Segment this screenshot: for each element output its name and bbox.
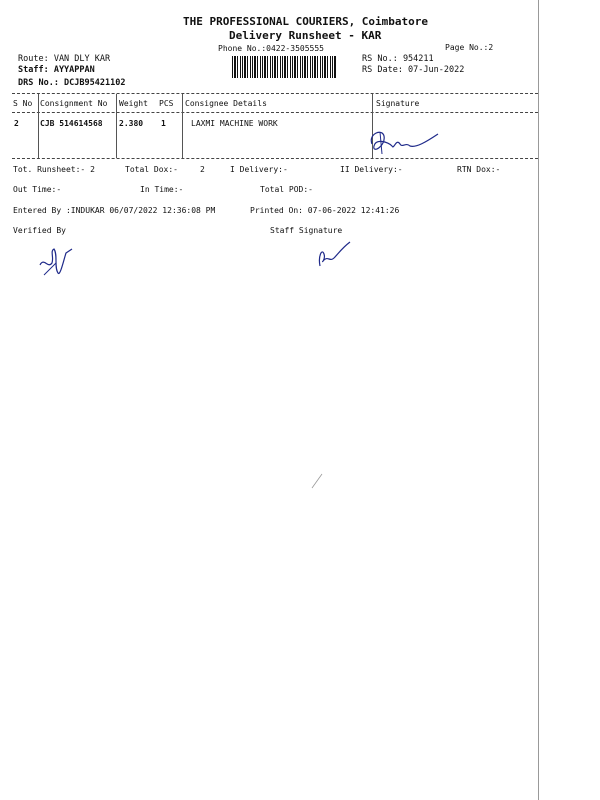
total-dox-value: 2 bbox=[200, 165, 205, 174]
stray-mark bbox=[308, 470, 328, 490]
route-label: Route: VAN DLY KAR bbox=[18, 54, 111, 64]
staff-signature bbox=[314, 238, 354, 270]
cell-consignment: CJB 514614568 bbox=[40, 119, 103, 128]
runsheet-title: Delivery Runsheet - KAR bbox=[229, 29, 382, 42]
staff-label: Staff: AYYAPPAN bbox=[18, 65, 95, 75]
in-time: In Time:- bbox=[140, 185, 184, 194]
phone-number: Phone No.:0422-3505555 bbox=[218, 44, 324, 53]
cell-consignee: LAXMI MACHINE WORK bbox=[191, 119, 278, 128]
tot-runsheet: Tot. Runsheet:- 2 bbox=[13, 165, 95, 174]
col-header-sno: S No bbox=[13, 99, 33, 108]
entered-by: Entered By :INDUKAR 06/07/2022 12:36:08 PM bbox=[13, 206, 216, 215]
verifier-signature bbox=[36, 245, 80, 281]
table-bottom-border bbox=[12, 158, 538, 159]
table-top-border bbox=[12, 93, 538, 94]
cell-pcs: 1 bbox=[161, 119, 166, 128]
col-header-consignment: Consignment No bbox=[40, 99, 108, 108]
page-edge-line bbox=[538, 0, 539, 800]
col-divider bbox=[38, 94, 39, 158]
drs-number: DRS No.: DCJB95421102 bbox=[18, 78, 126, 88]
total-dox-label: Total Dox:- bbox=[125, 165, 178, 174]
cell-sno: 2 bbox=[14, 119, 19, 128]
company-name: THE PROFESSIONAL COURIERS, Coimbatore bbox=[183, 15, 429, 28]
col-divider bbox=[116, 94, 117, 158]
rtn-dox: RTN Dox:- bbox=[457, 165, 501, 174]
barcode bbox=[232, 56, 336, 78]
out-time: Out Time:- bbox=[13, 185, 62, 194]
staff-signature-label: Staff Signature bbox=[270, 226, 343, 235]
total-pod: Total POD:- bbox=[260, 185, 313, 194]
ii-delivery: II Delivery:- bbox=[340, 165, 403, 174]
cell-weight: 2.380 bbox=[119, 119, 144, 128]
printed-on: Printed On: 07-06-2022 12:41:26 bbox=[250, 206, 400, 215]
col-divider bbox=[182, 94, 183, 158]
rs-number: RS No.: 954211 bbox=[362, 54, 434, 64]
col-header-weight: Weight bbox=[119, 99, 148, 108]
rs-date: RS Date: 07-Jun-2022 bbox=[362, 65, 465, 75]
col-header-pcs: PCS bbox=[159, 99, 174, 108]
verified-by: Verified By bbox=[13, 226, 66, 235]
col-header-consignee: Consignee Details bbox=[185, 99, 267, 108]
receiver-signature bbox=[366, 124, 446, 160]
table-header-border bbox=[12, 112, 538, 113]
i-delivery: I Delivery:- bbox=[230, 165, 288, 174]
page-number: Page No.:2 bbox=[445, 43, 494, 52]
col-header-signature: Signature bbox=[376, 99, 420, 108]
